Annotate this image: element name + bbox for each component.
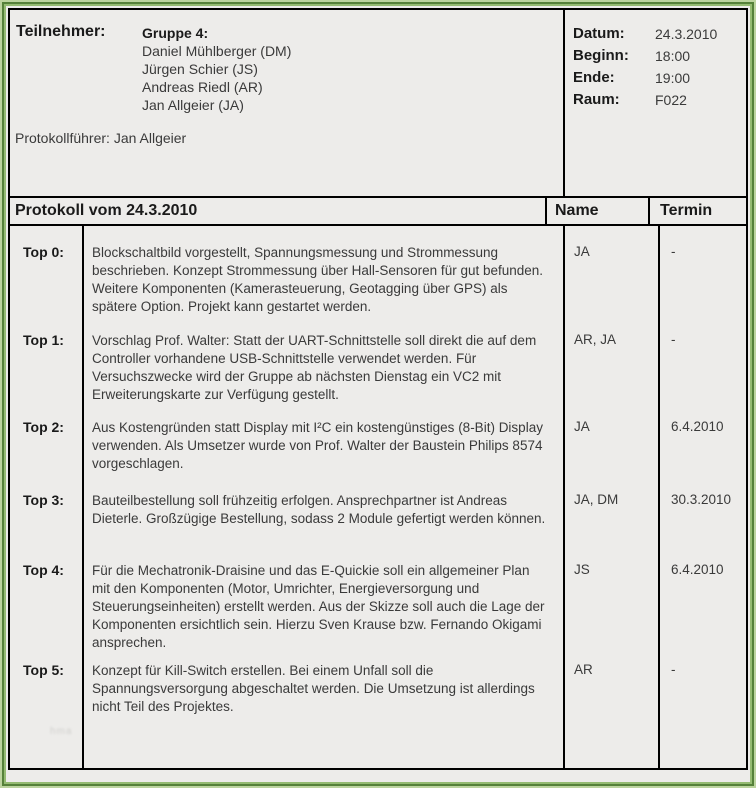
- column-header-termin: Termin: [660, 202, 713, 219]
- topic-termin: -: [671, 332, 676, 347]
- meta-row-ende: [573, 67, 717, 89]
- ende-value: 19:00: [655, 70, 691, 86]
- member-name: Andreas Riedl (AR): [142, 79, 263, 95]
- topic-description: Für die Mechatronik-Draisine und das E-Quickie soll ein allgemeiner Plan mit den Komponenten (Motor, Umrichter, Energieversorgung und Steuerungseinheiten) erstellt werden. Aus der Skizze soll auch die Lage der Komponenten ersichtlich sein. Hierzu Sven Krause bzw. Fernando Okigami ansprechen.: [92, 563, 545, 650]
- protocol-title: Protokoll vom 24.3.2010: [15, 202, 198, 219]
- meta-list: [573, 23, 717, 111]
- topic-label: Top 1:: [23, 332, 64, 348]
- protocol-table: [8, 8, 748, 770]
- group-label: Gruppe 4:: [142, 25, 209, 41]
- topic-termin: 6.4.2010: [671, 419, 724, 434]
- topics-area: [10, 226, 746, 768]
- topic-termin: -: [671, 662, 676, 677]
- topic-name: AR, JA: [574, 332, 617, 347]
- datum-label: Datum:: [573, 25, 625, 42]
- datum-value: 24.3.2010: [655, 26, 718, 42]
- topic-label: Top 3:: [23, 492, 64, 508]
- raum-value: F022: [655, 92, 687, 108]
- topic-description: Blockschaltbild vorgestellt, Spannungsmessung und Strommessung beschrieben. Konzept Strommessung über Hall-Sensoren für gut befunden. Weitere Komponenten (Kamerasteuerung, Geotagging über GPS) als spätere Option. Projekt kann gestartet werden.: [92, 245, 544, 314]
- faint-watermark: hma: [50, 726, 73, 737]
- column-header-name: Name: [555, 202, 599, 219]
- topic-label: Top 0:: [23, 244, 64, 260]
- protocol-writer: Protokollführer: Jan Allgeier: [15, 130, 187, 146]
- group-member-list: [142, 24, 291, 114]
- topic-description: Aus Kostengründen statt Display mit I²C ein kostengünstiges (8-Bit) Display verwenden. Als Umsetzer wurde von Prof. Walter der Baustein Philips 8574 vorgeschlagen.: [92, 420, 543, 471]
- topic-name: JS: [574, 562, 590, 577]
- member-name: Daniel Mühlberger (DM): [142, 43, 292, 59]
- member-name: Jürgen Schier (JS): [142, 61, 258, 77]
- participants-label: Teilnehmer:: [16, 23, 106, 40]
- raum-label: Raum:: [573, 91, 620, 108]
- topic-termin: 30.3.2010: [671, 492, 732, 507]
- beginn-label: Beginn:: [573, 47, 629, 64]
- member-name: Jan Allgeier (JA): [142, 97, 244, 113]
- table-header-row: [10, 198, 746, 224]
- document-header: [10, 10, 746, 196]
- topic-name: JA: [574, 244, 590, 259]
- topic-description: Vorschlag Prof. Walter: Statt der UART-Schnittstelle soll direkt die auf dem Controller vorhandene USB-Schnittstelle verwendet werden. Für Versuchszwecke wird der Gruppe ab nächsten Dienstag ein VC2 mit Erweiterungskarte zur Verfügung gestellt.: [92, 333, 537, 402]
- topic-name: AR: [574, 662, 593, 677]
- meta-row-raum: [573, 89, 717, 111]
- participants-section: [10, 10, 563, 196]
- topic-label: Top 4:: [23, 562, 64, 578]
- topic-termin: 6.4.2010: [671, 562, 724, 577]
- topic-description: Konzept für Kill-Switch erstellen. Bei einem Unfall soll die Spannungsversorgung abgeschaltet werden. Die Umsetzung ist allerdings nicht Teil des Projektes.: [92, 663, 535, 714]
- topic-termin: -: [671, 244, 676, 259]
- topic-label: Top 5:: [23, 662, 64, 678]
- meta-row-datum: [573, 23, 717, 45]
- meta-section: [565, 10, 746, 196]
- topic-description: Bauteilbestellung soll frühzeitig erfolgen. Ansprechpartner ist Andreas Dieterle. Großzügige Bestellung, sodass 2 Module gefertigt werden können.: [92, 493, 546, 526]
- topic-name: JA: [574, 419, 590, 434]
- topic-label: Top 2:: [23, 419, 64, 435]
- ende-label: Ende:: [573, 69, 615, 86]
- meta-row-beginn: [573, 45, 717, 67]
- topic-name: JA, DM: [574, 492, 619, 507]
- beginn-value: 18:00: [655, 48, 691, 64]
